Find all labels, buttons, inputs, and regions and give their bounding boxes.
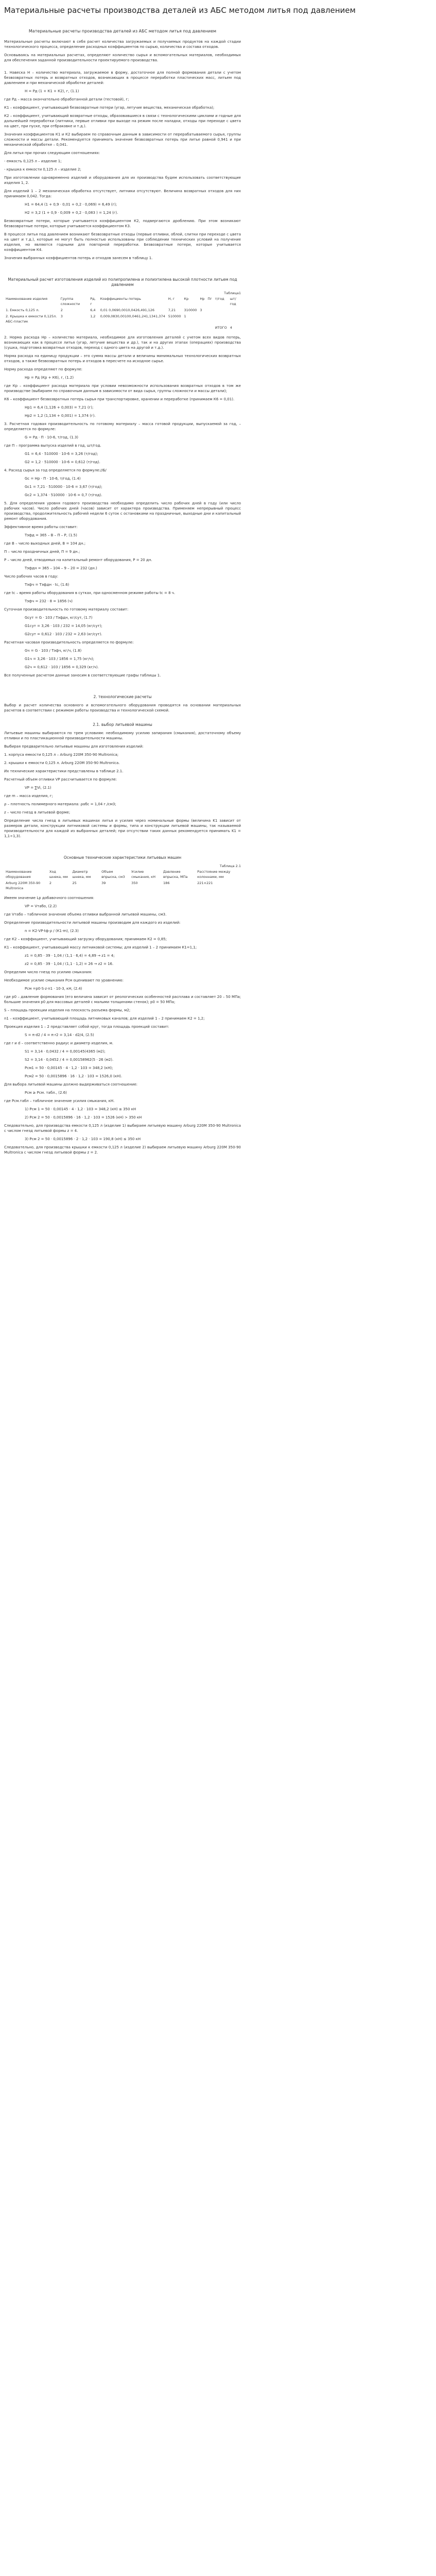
- paragraph: Основываясь на материальных расчетах, определяют количество сырья и вспомогательных материалов, необходимых для обеспечения заданной производительности проектируемого производства.: [4, 53, 241, 62]
- table-cell: 0,009,0830,00100,0461,241,1341,374: [100, 314, 165, 318]
- formula: VР = ∑Vi, (2.1): [25, 786, 51, 790]
- table1: [4, 296, 241, 331]
- formula: Тэфч = 232 · 8 = 1856 (ч): [25, 599, 73, 603]
- paragraph: где Pд – масса окончательно обработанной детали (тестовой), г;: [4, 97, 129, 101]
- formula: G2 = 1,2 · 510000 · 10-6 = 0,612 (т/год).: [25, 460, 100, 464]
- paragraph: К1 – коэффициент, учитывающий массу литниковой системы; для изделий 1 – 2 принимаем К1=1,1;: [4, 945, 197, 950]
- formula: Gc = Нр · П · 10-6, т/год, (1.4): [25, 477, 81, 481]
- paragraph: 5. Для определения уровня годового производства необходимо определить число рабочих дней в году (или число рабочих часов). Число рабочих дней (часов) зависит от характера производства. Применяем непрерывный процесс производства, продолжительность рабочей недели 6 суток с остановками на праздничные, выходные дни и капитальный ремонт оборудования.: [4, 501, 241, 521]
- paragraph: Норму расхода определяют по формуле:: [4, 367, 82, 371]
- paragraph: Значения выбранных коэффициентов потерь и отходов занесем в таблицу 1.: [4, 256, 153, 260]
- table-header-cell: Расстояние между колоннами, мм: [197, 870, 231, 879]
- paragraph: Имеем значение Lр добавочного соотношения:: [4, 896, 94, 900]
- formula: VР = Vтабо, (2.2): [25, 904, 57, 908]
- paragraph: ρ – плотность полимерного материала: ρабс = 1,04 г./см3;: [4, 802, 116, 806]
- formula: z1 = 0,85 · 39 · 1,04 / (1,1 · 6,4) = 4,89 → z1 = 4;: [25, 954, 115, 958]
- paragraph: Их технические характеристики представлены в таблице 2.1.: [4, 769, 124, 773]
- formula: Рсм ≥ Рсм. табл., (2.6): [25, 1091, 67, 1095]
- table-header-cell: Пг: [207, 297, 212, 301]
- table-cell: 6,4: [90, 308, 96, 312]
- paragraph: n1 – коэффициент, учитывающий площадь литниковых каналов; для изделий 1 – 2 принимаем К2 = 1,2;: [4, 1016, 205, 1021]
- paragraph: где tc – время работы оборудования в сутках, при односменном режиме работы tc = 8 ч.: [4, 591, 176, 595]
- table-cell: 2: [49, 881, 52, 885]
- table-cell: 1,2: [90, 314, 96, 318]
- table-header-cell: шт/год: [230, 297, 236, 306]
- table-header-cell: Кр: [184, 297, 189, 301]
- paragraph: где m – масса изделия, г;: [4, 794, 53, 798]
- paragraph: Определение числа гнезд в литьевых машинах литья и усилия через номинальные формы (величина K1 зависит от размеров детали, конструкции литниковой системы и формы, типа и конструкции литьевой машины, так называемой производительности для каждой из выбранных деталей; при отсутствии таких данных рекомендуется принимать K1 = 1,1÷1,3).: [4, 819, 241, 838]
- table-cell: 3: [60, 314, 63, 318]
- paragraph: Расчетная часовая производительность определяется по формуле:: [4, 640, 134, 645]
- formula: G = Рд · П · 10-6, т/год, (1.3): [25, 435, 79, 439]
- table-cell: 186: [163, 881, 170, 885]
- table-row: [4, 313, 241, 325]
- paragraph: Расчетный объем отливки VР рассчитывается по формуле:: [4, 777, 117, 782]
- table-total-row: [4, 325, 241, 331]
- table-header-cell: Объем впрыска, см3: [101, 870, 125, 879]
- paragraph: П – число праздничных дней, П = 9 дн.;: [4, 550, 80, 554]
- formula: Тэфдн = 365 – 104 – 9 – 20 = 232 (дн.): [25, 566, 97, 570]
- table-header-cell: Наименование изделия: [6, 297, 48, 301]
- formula: Рсм2 = 50 · 0,0015896 · 16 · 1,2 · 103 = 1526,0 (кН).: [25, 1074, 123, 1078]
- table-row: [4, 307, 241, 313]
- section-2-calculations: [4, 335, 241, 678]
- table-header-cell: Н, г: [168, 297, 175, 301]
- formula: Тэфд = 365 – В – П – Р, (1.5): [25, 533, 77, 537]
- formula: Нр1 = 6,4 (1,126 + 0,003) = 7,21 (г);: [25, 405, 94, 410]
- table-header-cell: Давление впрыска, МПа: [163, 870, 188, 879]
- paragraph: К2 – коэффициент, учитывающий возвратные отходы, образовавшиеся в связи с технологическими циклами и годные для дальнейшей переработки (литники, первые отливки при выходе на режим после наладки, отходы при переходе с цвета на цвет, при пуске, при отбраковке и т.д.).: [4, 114, 241, 128]
- table-header-cell: т/год: [215, 297, 224, 301]
- paragraph: 1. Навеска Н – количество материала, загружаемое в форму, достаточное для полной формования детали с учетом безвозвратных потерь и возвратных отходов, возникающих в процессе переработки пластических масс, литьем под давлением и при механической обработке деталей:: [4, 71, 241, 85]
- paragraph: Все полученные расчетом данные заносим в соответствующие графы таблицы 1.: [4, 673, 161, 677]
- document-title: Материальные расчеты производства деталей из АБС методом литья под давлением: [28, 29, 217, 33]
- table1-section: [4, 277, 241, 331]
- paragraph: В процессе литья под давлением возникают безвозвратные отходы (первые отливки, облой, слитки при переходе с цвета на цвет и т.д.), которые не могут быть полностью использованы при соблюдении технических условий на получение изделия, но являются годными для повторной переработки. Безвозвратные потери, которые учитывается коэффициентом К4.: [4, 232, 241, 252]
- formula: S = π·d2 / 4 = π·r2 = 3,14 · d2/4, (2.5): [25, 1033, 94, 1037]
- formula: n = К2·VР·tф·ρ / (К1·m), (2.3): [25, 929, 79, 933]
- formula: Gc2 = 1,374 · 510000 · 10-6 = 0,7 (т/год).: [25, 493, 102, 497]
- intro-section: [4, 39, 241, 63]
- section-machine-calc: [4, 895, 241, 1155]
- paragraph: где Кр – коэффициент расхода материала при условии невозможности использования возвратных отходов в том же производстве (выбираем по справочным данным в зависимости от вида сырья, группы сложности и массы детали);: [4, 384, 241, 393]
- formula: Н2 = 3,2 (1 + 0,9 · 0,009 + 0,2 · 0,083 ) = 1,24 (г).: [25, 211, 118, 215]
- formula: Нр = Рд (Кр + К6), г, (1.2): [25, 376, 74, 380]
- paragraph: Безвозвратные потери, которые учитывается коэффициентом К2, подвергаются дроблению. При этом возникают безвозвратные потери, которые учитывается коэффициентом К3.: [4, 219, 241, 228]
- table-cell: 510000: [168, 314, 181, 318]
- table-header-cell: Ход шнека, мм: [49, 870, 68, 879]
- paragraph: К1 – коэффициент, учитывающий безвозвратные потери (угар, летучие вещества, механическая обработка);: [4, 106, 215, 110]
- subsection-title: 2.1. выбор литьевой машины: [93, 722, 152, 727]
- paragraph: Для выбора литьевой машины должно выдерживаться соотношение:: [4, 1082, 137, 1087]
- paragraph: где р0 – давление формования (его величина зависит от реологических особенностей расплава и составляет 20 – 50 МПа; большие значения р0 для массовых деталей с малыми толщинами стенок); р0 = 50 МПа;: [4, 995, 241, 1004]
- paragraph: Материальные расчеты включают в себя расчет количества загружаемых и получаемых продуктов на каждой стадии технологического процесса, определение расходных коэффициентов по сырью, количества и состава отходов.: [4, 40, 241, 49]
- table-cell: 39: [101, 881, 106, 885]
- formula: G1сут = 3,26 · 103 / 232 = 14,05 (кг/сут);: [25, 624, 102, 628]
- paragraph: Норма расхода на единицу продукции – это сумма массы детали и величины минимальных технологических возвратных отходов, а также безвозвратных потерь и отходов в пересчете на исходное сырье.: [4, 354, 241, 363]
- section-1: [4, 70, 241, 261]
- paragraph: При изготовлении одновременно изделий и оборудования для их производства будем использовать соответствующие изделия 1, 2.: [4, 176, 241, 185]
- paragraph: 3. Расчетная годовая производительность по готовому материалу – масса готовой продукции, выпускаемой за год, – определяется по формуле:: [4, 422, 241, 431]
- table-cell: 7,21: [168, 308, 176, 312]
- total-label: ИТОГО: [215, 326, 227, 330]
- formula: Gсут = G · 103 / Тэфдн, кг/сут, (1.7): [25, 616, 93, 620]
- table-header-cell: Коэффициенты потерь: [100, 297, 141, 301]
- paragraph: Определение производительности литьевой машины производим для каждого из изделий:: [4, 921, 181, 925]
- formula: Тэфч = Тэфдн · tc, (1.6): [25, 583, 69, 587]
- paragraph: Р – число дней, отводимых на капитальный ремонт оборудования, Р = 20 дн.: [4, 558, 152, 562]
- paragraph: где П – программа выпуска изделий в год, шт/год.: [4, 444, 101, 448]
- paragraph: где Рсм.табл – табличное значение усилия смыкания, кН.: [4, 1099, 115, 1103]
- table-cell: 3: [200, 308, 202, 312]
- paragraph: Выбирая предварительно литьевые машины для изготовления изделий:: [4, 744, 144, 749]
- paragraph: S – площадь проекции изделия на плоскость разъема формы, м2;: [4, 1008, 131, 1012]
- section2-title: 2. технологические расчеты: [93, 694, 152, 699]
- paragraph: 1. корпуса емкости 0,125 л – Arburg 220M 350-90 Multronica;: [4, 753, 119, 757]
- paragraph: - емкость 0,125 л – изделие 1;: [4, 159, 62, 163]
- formula: G1ч = 3,26 · 103 / 1856 = 1,75 (кг/ч);: [25, 657, 94, 661]
- paragraph: где В – число выходных дней, В = 104 дн.;: [4, 541, 86, 546]
- formula: 3) Рсм 2 = 50 · 0,0015896 · 2 · 1,2 · 103 = 190,8 (кН) ≤ 350 кН: [25, 1137, 141, 1141]
- table-cell: 1. Емкость 0,125 л.: [6, 308, 40, 312]
- paragraph: Значения коэффициентов К1 и К2 выбираем по справочным данным в зависимости от перерабатываемого сырья, группы сложности и массы детали. Рекомендуется принимать значение безвозвратных потерь при литье равной 0,941 и при механической обработке – 0,041.: [4, 132, 241, 147]
- paragraph: - крышка к емкости 0,125 л – изделие 2;: [4, 167, 81, 172]
- formula: Gc1 = 7,21 · 510000 · 10-6 = 3,67 (т/год);: [25, 485, 102, 489]
- paragraph: где Vтабо – табличное значение объема отливки выбранной литьевой машины, см3.: [4, 912, 167, 917]
- section-technological: [4, 694, 241, 839]
- table1-heading: Материальный расчет изготовления изделий из полипропилена и полиэтилена высокой плотности литьем под давлением: [8, 277, 237, 287]
- table2: [4, 869, 241, 891]
- paragraph: Следовательно, для производства крышки к емкости 0,125 л (изделие 2) выбираем литьевую машину Arburg 220M 350-90 Multronica с числом гнезд литьевой формы z = 2.: [4, 1145, 241, 1155]
- paragraph: Для литья при прочих следующим соотношениях:: [4, 151, 100, 155]
- formula: Н = Pд (1 + К1 + К2), г, (1.1): [25, 89, 79, 93]
- paragraph: Число рабочих часов в году:: [4, 574, 59, 579]
- paragraph: где r и d – соответственно радиус и диаметр изделия, м.: [4, 1041, 114, 1045]
- total-value: 4: [230, 326, 232, 330]
- paragraph: Проекция изделия 1 – 2 представляет собой круг, тогда площадь проекций составит:: [4, 1025, 169, 1029]
- formula: Нр2 = 1,2 (1,134 + 0,001) = 1,374 (г).: [25, 414, 96, 418]
- table-header-cell: Наименование оборудования: [6, 870, 32, 879]
- table1-caption: Таблица1: [224, 291, 241, 295]
- paragraph: К6 – коэффициент безвозвратных потерь сырья при транспортировке, хранении и переработке (принимаем К6 = 0,01).: [4, 397, 235, 401]
- table2-section: [4, 855, 241, 891]
- formula: Рсм1 = 50 · 0,00145 · 4 · 1,2 · 103 = 348,2 (кН);: [25, 1066, 113, 1070]
- formula: 1) Рсм 1 = 50 · 0,00145 · 4 · 1,2 · 103 = 348,2 (кН) ≤ 350 кН: [25, 1107, 136, 1111]
- table-cell: Arburg 220M 350-90 Multronica: [6, 881, 41, 890]
- paragraph: 2. крышки к емкости 0,125 л. Arburg 220M 350-90 Multronica.: [4, 761, 120, 765]
- paragraph: z – число гнезд в литьевой форме;: [4, 810, 71, 815]
- formula: S2 = 3,14 · 0,0452 / 4 = 0,00158962(5 · 26 (м2).: [25, 1058, 114, 1062]
- formula: G1 = 6,4 · 510000 · 10-6 = 3,26 (т/год);: [25, 452, 98, 456]
- formula: G2ч = 0,612 · 103 / 1856 = 0,329 (кг/ч).: [25, 665, 99, 669]
- formula: Рсм =р0·S·z·n1 · 10-3, кН, (2.4): [25, 987, 82, 991]
- formula: z2 = 0,85 · 39 · 1,04 / (1,1 · 1,2) = 26 → z2 = 16.: [25, 962, 114, 966]
- formula: Н1 = 64,4 (1 + 0,9 · 0,01 + 0,2 · 0,069) = 6,49 (г);: [25, 202, 117, 207]
- table-header-row: [4, 296, 241, 307]
- table-cell: 221×221: [197, 881, 213, 885]
- table-cell: 25: [72, 881, 77, 885]
- formula: G2сут = 0,612 · 103 / 232 = 2,63 (кг/сут).: [25, 632, 102, 636]
- page-title: Материальные расчеты производства деталей из АБС методом литья под давлением: [4, 6, 356, 15]
- table-header-cell: Усилие смыкания, кН: [131, 870, 155, 879]
- table-row: [4, 880, 241, 891]
- paragraph: Для изделий 1 – 2 механическая обработка отсутствует, литники отсутствуют. Величина возвратных отходов для них принимаем 0,042. Тогда:: [4, 189, 241, 198]
- formula: S1 = 3,14 · 0,0432 / 4 = 0,00145(4365 (м2);: [25, 1049, 106, 1054]
- table-cell: 1: [184, 314, 186, 318]
- document-body: [4, 29, 241, 1155]
- formula: Gч = G · 103 / Тэфч, кг/ч, (1.8): [25, 649, 82, 653]
- paragraph: Необходимое усилие смыкания Рсм оценивают по уравнению:: [4, 978, 124, 982]
- paragraph: 2. Норма расхода Нр – количество материала, необходимое для изготовления деталей с учетом всех видов потерь, возникающих как в процессе литья (угар, летучие вещества и др.), так и на других этапах (операциях) производства (сушка, подготовка возвратных отходов, переход с одного цвета на другой и т.д.).: [4, 335, 241, 350]
- table-header-cell: Группа сложности: [60, 297, 80, 306]
- table-cell: 350: [131, 881, 138, 885]
- paragraph: где К2 – коэффициент, учитывающий загрузку оборудования; принимаем К2 = 0,85;: [4, 937, 167, 941]
- table-header-row: [4, 869, 241, 880]
- table2-caption: Таблица 2.1: [219, 864, 241, 868]
- paragraph: Суточная производительность по готовому материалу составит:: [4, 607, 129, 612]
- page-header: [0, 0, 436, 18]
- table-cell: 2: [60, 308, 63, 312]
- table-cell: 310000: [184, 308, 197, 312]
- paragraph: Литьевые машины выбираются по трем условиям: необходимому усилию запирания (смыкания), достаточному объему отливки и по пластикационной производительности машины.: [4, 731, 241, 740]
- table-header-cell: Нр: [200, 297, 205, 301]
- paragraph: Следовательно, для производства емкости 0,125 л (изделие 1) выбираем литьевую машину Arburg 220M 350-90 Multronica с числом гнезд литьевой формы z = 4.: [4, 1124, 241, 1133]
- table-cell: 2. Крышка к емкости 0,125л. АБС-пластик: [6, 314, 57, 324]
- table-header-cell: Диаметр шнека, мм: [72, 870, 91, 879]
- paragraph: 4. Расход сырья за год определяется по формуле://Б/: [4, 468, 107, 472]
- table-cell: 0,01 0,0690,0010,0426,491,126: [100, 308, 155, 312]
- table-header-cell: Рд, г: [90, 297, 96, 306]
- paragraph: Эффективное время работы составит:: [4, 525, 78, 529]
- paragraph: Определим число гнезд по усилию смыкания:: [4, 970, 93, 974]
- paragraph: Выбор и расчет количества основного и вспомогательного оборудования проводятся на основании материальных расчетов в соответствии с режимом работы производства и технологической схемой.: [4, 703, 241, 713]
- table2-heading: Основные технические характеристики литьевых машин: [63, 855, 182, 860]
- formula: 2) Рсм 2 = 50 · 0,0015896 · 16 · 1,2 · 103 = 1526 (кН) > 350 кН: [25, 1115, 142, 1120]
